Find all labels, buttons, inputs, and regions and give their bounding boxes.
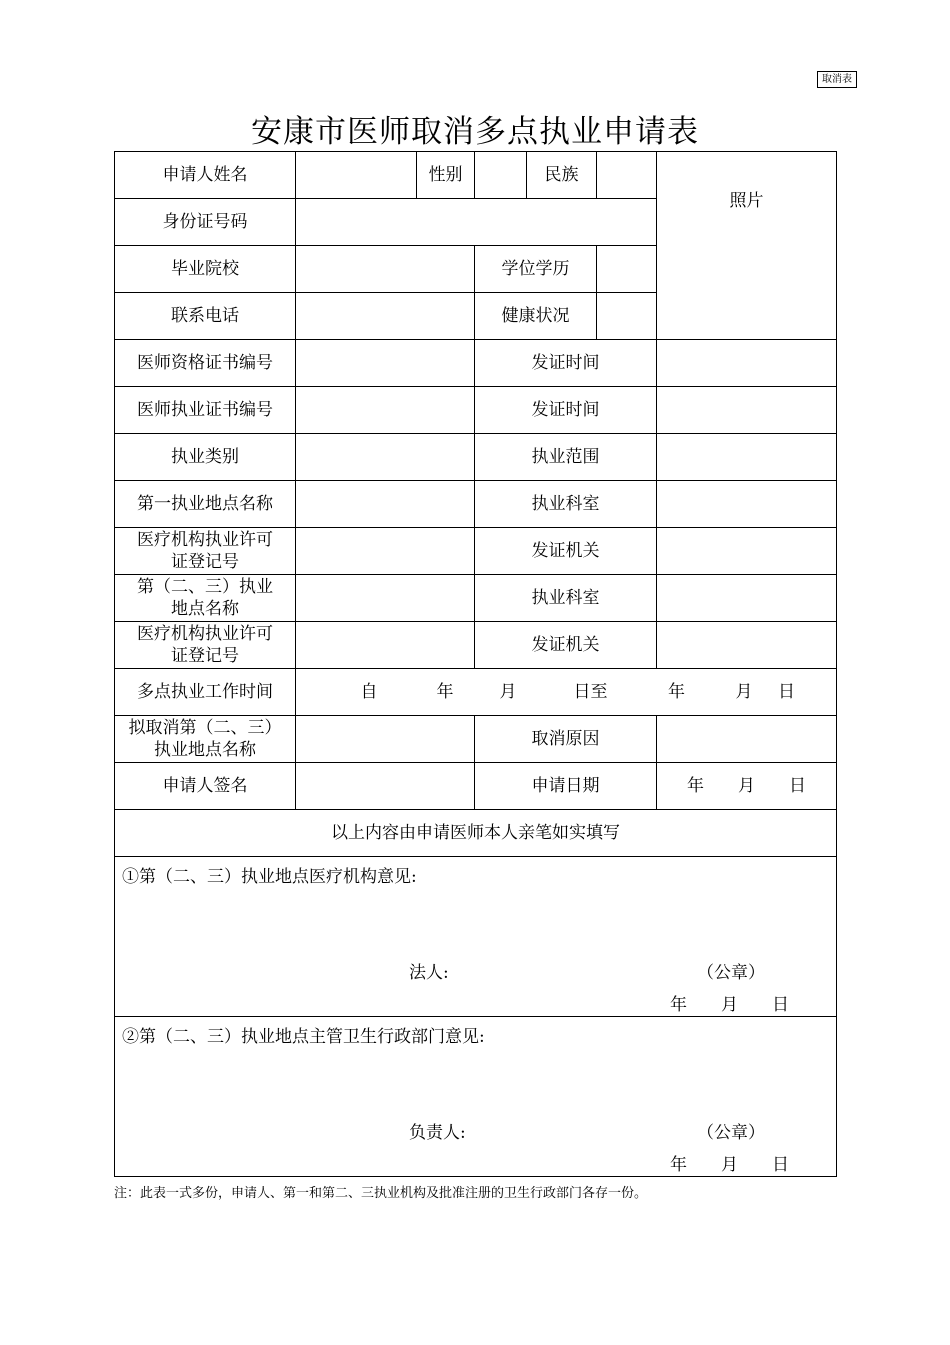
label-scope: 执业范围 [475,434,657,481]
field-name[interactable] [296,152,417,199]
field-cancel-reason[interactable] [657,716,837,763]
field-prac-cert[interactable] [296,387,475,434]
label-cancel-site [115,716,296,763]
opinion2-seal: （公章） [697,1123,765,1143]
time-year2: 年 [668,682,685,702]
label-first-site: 第一执业地点名称 [115,481,296,528]
opinion1-date: 年 月 日 [670,995,789,1015]
label-degree: 学位学历 [475,246,597,293]
label-other-dept: 执业科室 [475,575,657,622]
label-health: 健康状况 [475,293,597,340]
label-gender: 性别 [417,152,475,199]
label-qual-cert: 医师资格证书编号 [115,340,296,387]
label-category: 执业类别 [115,434,296,481]
photo-box[interactable] [657,152,837,340]
field-work-time[interactable] [296,669,837,716]
field-qual-cert-date[interactable] [657,340,837,387]
field-signature[interactable] [296,763,475,810]
field-ethnicity[interactable] [597,152,657,199]
time-from: 自 [360,682,378,702]
opinion1-box[interactable] [115,857,837,1017]
label-phone: 联系电话 [115,293,296,340]
work-time-line [296,681,836,703]
field-other-site[interactable] [296,575,475,622]
label-cancel-site-text: 拟取消第（二、三）执业地点名称 [128,718,282,760]
field-license1[interactable] [296,528,475,575]
label-license1-authority: 发证机关 [475,528,657,575]
field-health[interactable] [597,293,657,340]
opinion1-title: ①第（二、三）执业地点医疗机构意见: [122,867,417,887]
label-license1-text: 医疗机构执业许可证登记号 [137,530,273,572]
field-qual-cert[interactable] [296,340,475,387]
opinion2-title: ②第（二、三）执业地点主管卫生行政部门意见: [122,1027,485,1047]
label-work-time: 多点执业工作时间 [115,669,296,716]
time-day1: 日至 [573,682,608,702]
opinion2-date: 年 月 日 [670,1155,789,1175]
field-scope[interactable] [657,434,837,481]
field-license2[interactable] [296,622,475,669]
field-gender[interactable] [475,152,527,199]
field-other-dept[interactable] [657,575,837,622]
application-form [114,151,837,1177]
label-license2-text: 医疗机构执业许可证登记号 [137,624,273,666]
label-license1 [115,528,296,575]
label-signature: 申请人签名 [115,763,296,810]
opinion1-seal: （公章） [697,963,765,983]
field-first-dept[interactable] [657,481,837,528]
field-degree[interactable] [597,246,657,293]
form-code-tag: 取消表 [817,71,857,88]
footnote: 注：此表一式多份，申请人、第一和第二、三执业机构及批准注册的卫生行政部门各存一份。 [114,1186,648,1201]
label-prac-cert-date: 发证时间 [475,387,657,434]
time-month2: 月 [735,682,753,702]
time-year1: 年 [436,682,454,702]
label-license2 [115,622,296,669]
page-title: 安康市医师取消多点执业申请表 [251,114,699,150]
label-name: 申请人姓名 [115,152,296,199]
label-id-number: 身份证号码 [115,199,296,246]
label-ethnicity: 民族 [527,152,597,199]
field-phone[interactable] [296,293,475,340]
photo-label: 照片 [729,190,764,211]
field-school[interactable] [296,246,475,293]
label-other-site-text: 第（二、三）执业地点名称 [137,577,273,619]
field-apply-date[interactable]: 年 月 日 [657,763,837,810]
fill-instruction: 以上内容由申请医师本人亲笔如实填写 [115,810,837,857]
field-prac-cert-date[interactable] [657,387,837,434]
label-qual-cert-date: 发证时间 [475,340,657,387]
field-license2-authority[interactable] [657,622,837,669]
time-month1: 月 [499,682,517,702]
label-apply-date: 申请日期 [475,763,657,810]
field-cancel-site[interactable] [296,716,475,763]
opinion1-sign-label: 法人: [409,963,449,983]
field-category[interactable] [296,434,475,481]
label-cancel-reason: 取消原因 [475,716,657,763]
field-first-site[interactable] [296,481,475,528]
time-day2: 日 [778,682,795,702]
opinion2-sign-label: 负责人: [409,1123,466,1143]
field-license1-authority[interactable] [657,528,837,575]
label-prac-cert: 医师执业证书编号 [115,387,296,434]
label-license2-authority: 发证机关 [475,622,657,669]
field-id-number[interactable] [296,199,657,246]
opinion2-box[interactable] [115,1017,837,1177]
label-school: 毕业院校 [115,246,296,293]
label-other-site [115,575,296,622]
label-first-dept: 执业科室 [475,481,657,528]
